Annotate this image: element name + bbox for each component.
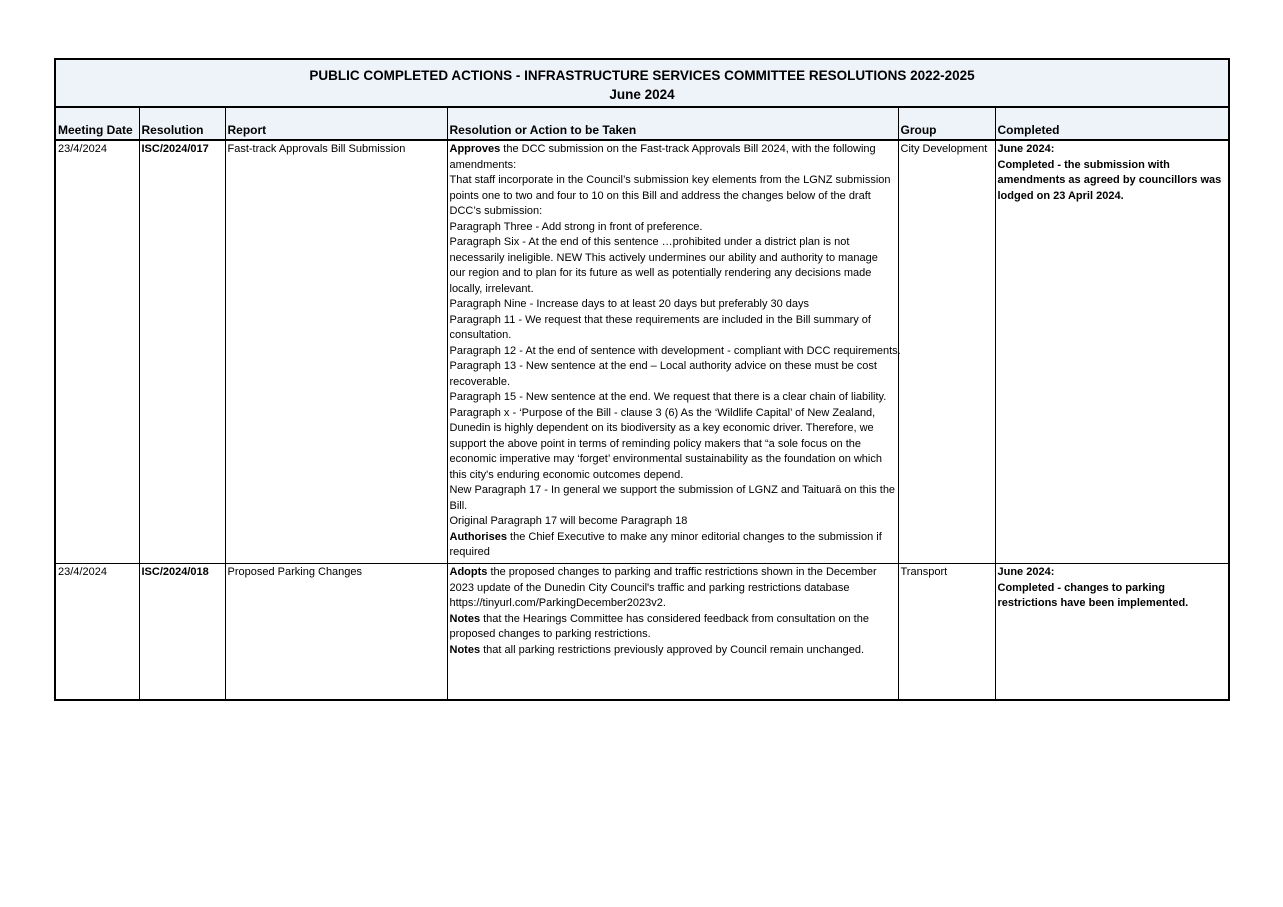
action-line: New Paragraph 17 - In general we support the submission of LGNZ and Taituarā on this the Bill. [449, 484, 896, 512]
action-line: Paragraph 15 - New sentence at the end. We request that there is a clear chain of liability. [449, 391, 887, 403]
report-cell: Fast-track Approvals Bill Submission [225, 140, 447, 564]
col-header-resolution: Resolution [139, 107, 225, 140]
action-line: Approves the DCC submission on the Fast-track Approvals Bill 2024, with the following amendments: [449, 143, 876, 171]
completed-text: Completed - the submission with amendments as agreed by councillors was lodged on 23 April 2024. [997, 158, 1222, 202]
resolution-cell: ISC/2024/018 [139, 564, 225, 701]
col-header-completed: Completed [995, 107, 1229, 140]
completed-cell [995, 564, 1229, 701]
resolutions-table [54, 58, 1230, 701]
col-header-group: Group [898, 107, 995, 140]
action-line: Paragraph Nine - Increase days to at least 20 days but preferably 30 days [449, 298, 810, 310]
resolutions-sheet [54, 58, 1228, 701]
action-cell [447, 564, 898, 701]
action-cell [447, 140, 901, 564]
completed-text: Completed - changes to parking restrictions have been implemented. [997, 581, 1189, 609]
action-line: Notes that the Hearings Committee has considered feedback from consultation on the proposed changes to parking restrictions. [449, 612, 869, 640]
table-title [55, 59, 1229, 107]
completed-heading: June 2024: [997, 143, 1055, 155]
title-line-2: June 2024 [609, 87, 675, 102]
completed-heading: June 2024: [997, 566, 1055, 578]
action-line: Paragraph 11 - We request that these requirements are included in the Bill summary of consultation. [449, 313, 871, 341]
action-line: Paragraph x - ‘Purpose of the Bill - clause 3 (6) As the ‘Wildlife Capital’ of New Zealand, Dunedin is highly dependent on its biodiversity as a key economic driver. Therefore, we support the above point in terms of reminding policy makers that “a sole focus on the economic imperative may ‘forget’ environmental sustainability as the foundation on which this city's enduring economic outcomes depend. [449, 406, 882, 481]
col-header-action: Resolution or Action to be Taken [447, 107, 898, 140]
table-row [55, 140, 1229, 564]
completed-cell [995, 140, 1229, 564]
action-line: That staff incorporate in the Council’s submission key elements from the LGNZ submission points one to two and four to 10 on this Bill and address the changes below of the draft DCC’s submission: [449, 174, 891, 217]
resolution-cell: ISC/2024/017 [139, 140, 225, 564]
action-line: Adopts the proposed changes to parking and traffic restrictions shown in the December 2023 update of the Dunedin City Council's traffic and parking restrictions database https://tinyurl.com/ParkingDecember2023v2. [449, 566, 877, 609]
col-header-meeting-date: Meeting Date [55, 107, 139, 140]
group-cell: City Development [898, 140, 995, 564]
action-line: Paragraph 12 - At the end of sentence with development - compliant with DCC requirements. [449, 344, 901, 357]
report-cell: Proposed Parking Changes [225, 564, 447, 701]
header-row [55, 107, 1229, 140]
meeting-date-cell: 23/4/2024 [55, 564, 139, 701]
col-header-report: Report [225, 107, 447, 140]
action-line: Paragraph 13 - New sentence at the end – Local authority advice on these must be cost recoverable. [449, 360, 877, 388]
action-line: Paragraph Six - At the end of this sentence …prohibited under a district plan is not necessarily ineligible. NEW This actively undermines our ability and authority to manage our region and to plan for its future as well as potentially rendering any decisions made locally, irrelevant. [449, 236, 878, 295]
action-line: Notes that all parking restrictions previously approved by Council remain unchanged. [449, 643, 865, 656]
meeting-date-cell: 23/4/2024 [55, 140, 139, 564]
action-line: Paragraph Three - Add strong in front of preference. [449, 220, 703, 233]
action-line: Authorises the Chief Executive to make any minor editorial changes to the submission if required [449, 530, 882, 558]
table-row [55, 564, 1229, 701]
action-line: Original Paragraph 17 will become Paragraph 18 [449, 515, 688, 527]
title-line-1: PUBLIC COMPLETED ACTIONS - INFRASTRUCTURE SERVICES COMMITTEE RESOLUTIONS 2022-2025 [309, 68, 975, 83]
group-cell: Transport [898, 564, 995, 701]
